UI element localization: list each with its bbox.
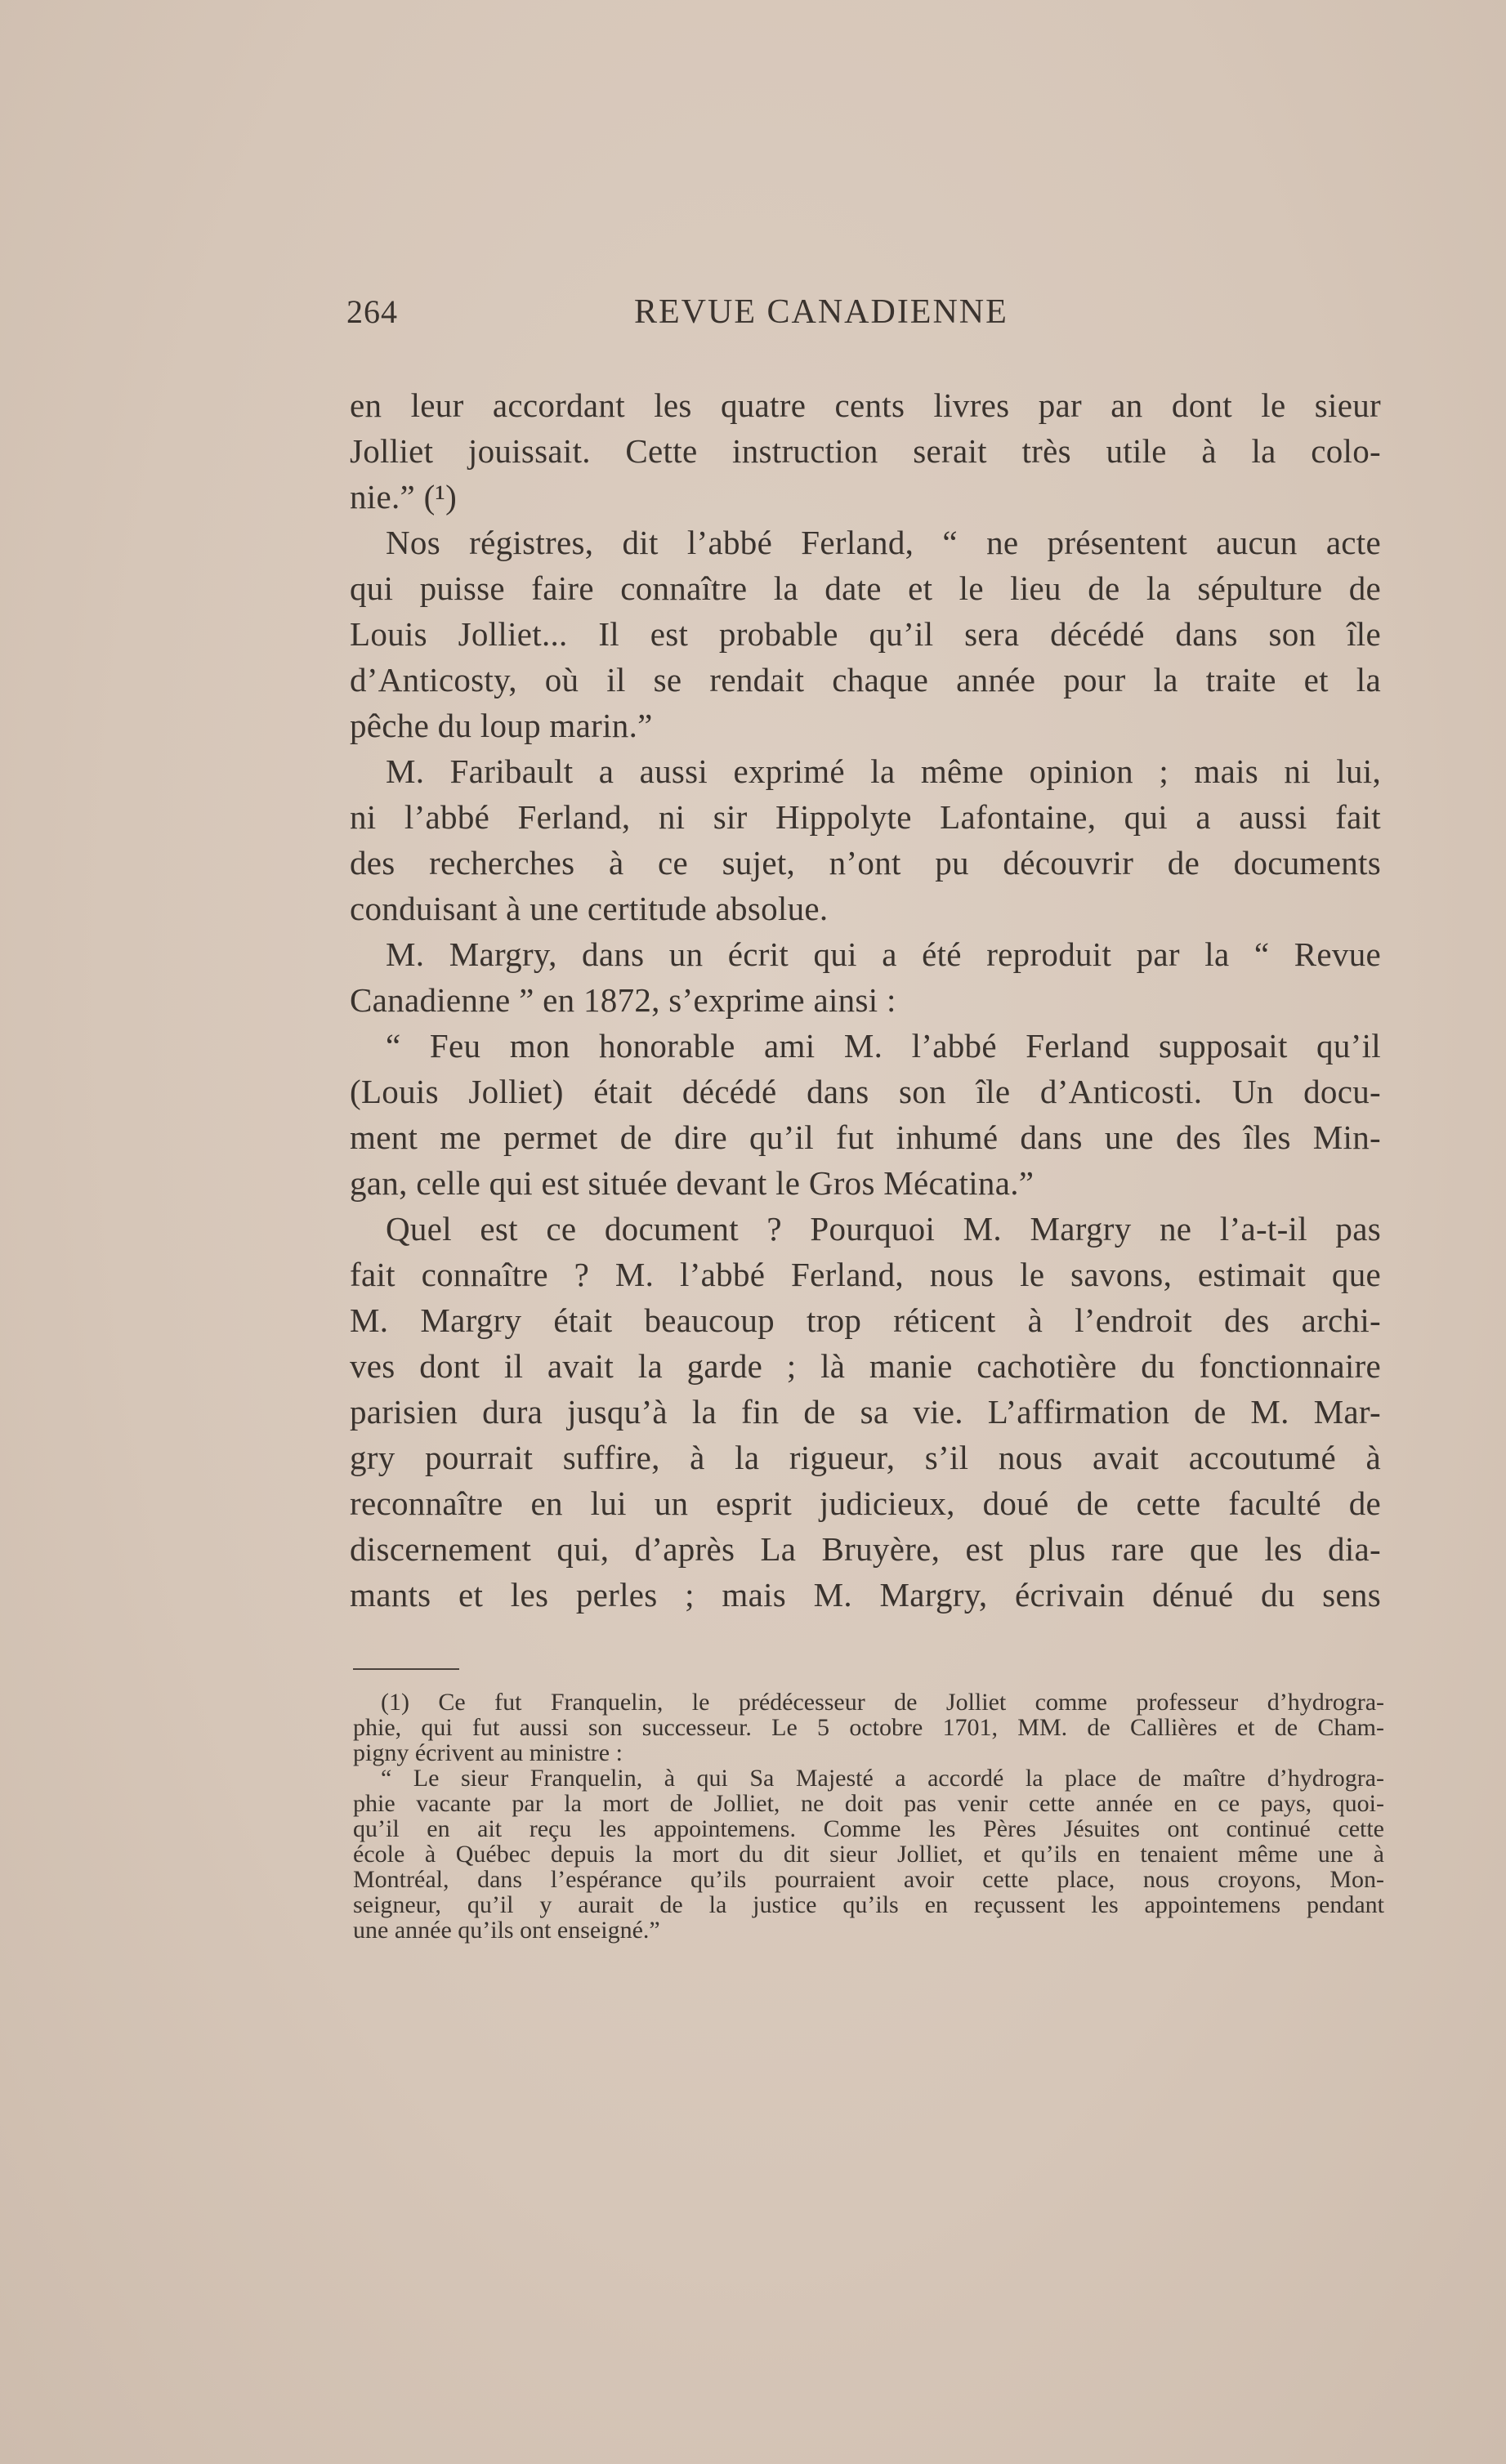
footnote-line: “ Le sieur Franquelin, à qui Sa Majesté a accordé la place de maître d’hydrogra-	[381, 1765, 1384, 1792]
footnote-divider	[353, 1668, 459, 1670]
text-line: d’Anticosty, où il se rendait chaque année pour la traite et la	[350, 661, 1381, 699]
footnote-line: seigneur, qu’il y aurait de la justice qu’ils en reçussent les appointemens pendant	[353, 1891, 1384, 1918]
footnote-line: qu’il en ait reçu les appointemens. Comme les Pères Jésuites ont continué cette	[353, 1815, 1384, 1842]
text-line: mants et les perles ; mais M. Margry, écrivain dénué du sens	[350, 1576, 1381, 1614]
text-line: Jolliet jouissait. Cette instruction serait très utile à la colo-	[350, 432, 1381, 470]
text-line: parisien dura jusqu’à la fin de sa vie. L’affirmation de M. Mar-	[350, 1393, 1381, 1431]
page-number: 264	[346, 293, 398, 330]
footnote-line: école à Québec depuis la mort du dit sieur Jolliet, et qu’ils en tenaient même une à	[353, 1841, 1384, 1868]
text-line: Nos régistres, dit l’abbé Ferland, “ ne présentent aucun acte	[386, 524, 1381, 561]
text-line: conduisant à une certitude absolue.	[350, 890, 829, 927]
page-header	[346, 292, 1082, 341]
text-line: ni l’abbé Ferland, ni sir Hippolyte Lafontaine, qui a aussi fait	[350, 798, 1381, 836]
text-line: discernement qui, d’après La Bruyère, est plus rare que les dia-	[350, 1530, 1381, 1568]
text-line: M. Faribault a aussi exprimé la même opinion ; mais ni lui,	[386, 752, 1381, 790]
text-line: reconnaître en lui un esprit judicieux, doué de cette faculté de	[350, 1484, 1381, 1522]
text-line: fait connaître ? M. l’abbé Ferland, nous le savons, estimait que	[350, 1256, 1381, 1293]
text-line: nie.” (¹)	[350, 478, 458, 516]
footnote-line: phie, qui fut aussi son successeur. Le 5 octobre 1701, MM. de Callières et de Cham-	[353, 1714, 1384, 1741]
footnote-line: phie vacante par la mort de Jolliet, ne doit pas venir cette année en ce pays, quoi-	[353, 1790, 1384, 1817]
text-line: pêche du loup marin.”	[350, 707, 653, 744]
text-line: gry pourrait suffire, à la rigueur, s’il nous avait accoutumé à	[350, 1439, 1381, 1476]
text-line: en leur accordant les quatre cents livres par an dont le sieur	[350, 386, 1381, 424]
text-line: qui puisse faire connaître la date et le lieu de la sépulture de	[350, 569, 1381, 607]
footnotes	[353, 1690, 1384, 1943]
text-line: des recherches à ce sujet, n’ont pu découvrir de documents	[350, 844, 1381, 882]
text-line: M. Margry, dans un écrit qui a été reproduit par la “ Revue	[386, 935, 1381, 973]
text-line: Quel est ce document ? Pourquoi M. Margry ne l’a-t-il pas	[386, 1210, 1381, 1248]
footnote-line: une année qu’ils ont enseigné.”	[353, 1917, 660, 1944]
text-line: “ Feu mon honorable ami M. l’abbé Ferland supposait qu’il	[386, 1027, 1381, 1065]
text-line: Canadienne ” en 1872, s’exprime ainsi :	[350, 981, 896, 1019]
text-line: (Louis Jolliet) était décédé dans son île d’Anticosti. Un docu-	[350, 1073, 1381, 1110]
body-text	[350, 382, 1381, 1618]
text-line: ment me permet de dire qu’il fut inhumé dans une des îles Min-	[350, 1118, 1381, 1156]
running-title: REVUE CANADIENNE	[634, 293, 1008, 331]
text-line: M. Margry était beaucoup trop réticent à l’endroit des archi-	[350, 1301, 1381, 1339]
text-line: ves dont il avait la garde ; là manie cachotière du fonctionnaire	[350, 1347, 1381, 1385]
text-line: Louis Jolliet... Il est probable qu’il sera décédé dans son île	[350, 615, 1381, 653]
footnote-line: Montréal, dans l’espérance qu’ils pourraient avoir cette place, nous croyons, Mon-	[353, 1866, 1384, 1893]
text-line: gan, celle qui est située devant le Gros Mécatina.”	[350, 1164, 1035, 1202]
footnote-line: pigny écrivent au ministre :	[353, 1739, 623, 1766]
footnote-line: (1) Ce fut Franquelin, le prédécesseur de Jolliet comme professeur d’hydrogra-	[381, 1689, 1384, 1716]
